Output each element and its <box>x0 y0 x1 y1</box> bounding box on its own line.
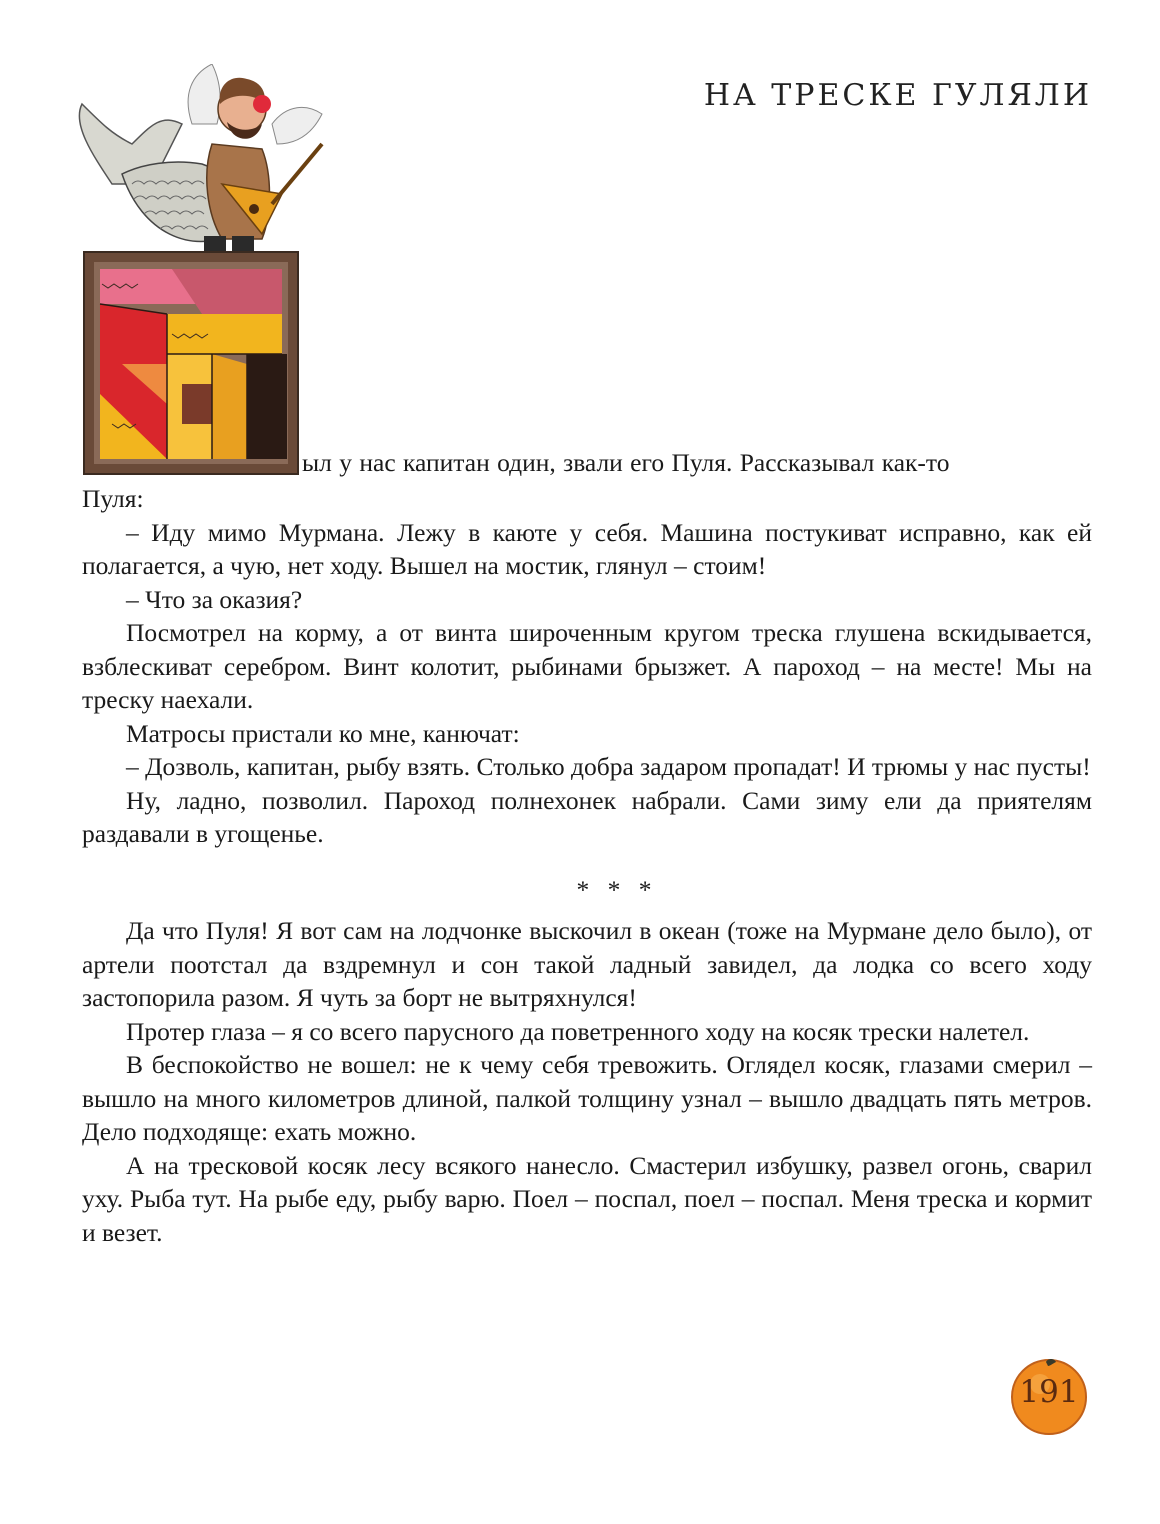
fish-musician-figure <box>79 64 322 254</box>
paragraph: Протер глаза – я со всего парусного да поветренного ходу на косяк трески налетел. <box>126 1016 1030 1046</box>
paragraph: – Дозволь, капитан, рыбу взять. Столько добра задаром пропадат! И трюмы у нас пусты! <box>126 752 1091 781</box>
paragraph: Матросы пристали ко мне, канючат: <box>126 718 520 748</box>
running-title: НА ТРЕСКЕ ГУЛЯЛИ <box>703 78 1092 113</box>
text-body <box>82 482 1092 1249</box>
paragraph: – Иду мимо Мурмана. Лежу в каюте у себя. Машина постукиват исправно, как ей полагается, а чую, нет ходу. Вышел на мостик, глянул – стоим! <box>82 517 1092 580</box>
section-break: * * * <box>576 874 658 904</box>
drop-cap-illustration <box>72 64 344 484</box>
paragraph: Ну, ладно, позволил. Пароход полнехонек набрали. Сами зиму ели да приятелям раздавали в угощенье. <box>82 785 1092 848</box>
first-line-continuation: Пуля: <box>82 484 144 513</box>
page-number: 191 <box>1019 1374 1079 1410</box>
quilt-drop-cap <box>84 252 298 474</box>
paragraph: – Что за оказия? <box>126 584 303 614</box>
drop-cap-first-line: ыл у нас капитан один, звали его Пуля. Рассказывал как-то <box>302 448 950 477</box>
paragraph: Да что Пуля! Я вот сам на лодчонке выскочил в океан (тоже на Мурмане дело было), от артели поотстал да вздремнул и сон такой ладный завидел, да лодка со всего ходу застопорила разом. Я чуть за борт не вытряхнулся! <box>82 916 1092 1012</box>
paragraph: В беспокойство не вошел: не к чему себя тревожить. Оглядел косяк, глазами смерил – вышло на много километров длиной, палкой толщину узнал – вышло двадцать пять метров. Дело подходяще: ехать можно. <box>82 1050 1092 1146</box>
paragraph: Посмотрел на корму, а от винта широченным кругом треска глушена вскидывается, взблескиват серебром. Винт колотит, рыбинами брызжет. А пароход – на месте! Мы на треску наехали. <box>82 618 1092 714</box>
paragraph: А на тресковой косяк лесу всякого нанесло. Смастерил избушку, развел огонь, сварил уху. Рыба тут. На рыбе еду, рыбу варю. Поел – поспал, поел – поспал. Меня треска и кормит и везет. <box>82 1150 1092 1247</box>
